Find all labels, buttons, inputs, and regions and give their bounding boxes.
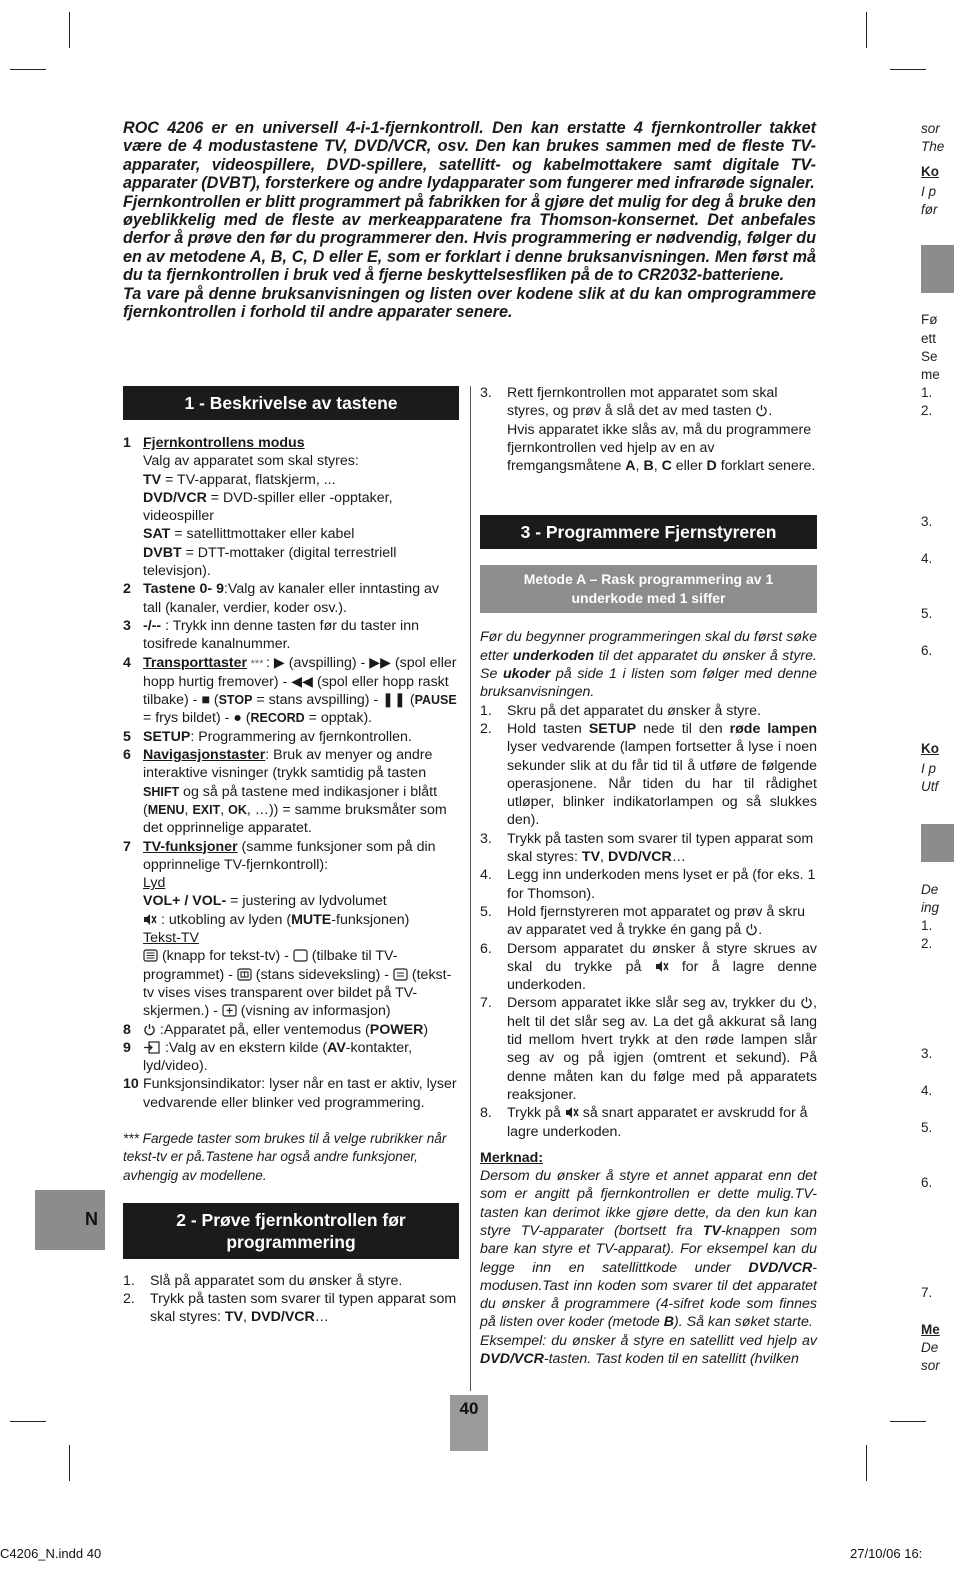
mix-icon [393,968,408,981]
next-page-fragment: ett [921,331,937,346]
crop-mark [69,12,70,48]
next-page-fragment: Me [921,1322,940,1337]
method-intro: Før du begynner programmeringen skal du først søke etter underkoden til det apparatet du ønsker å styre. Se ukoder på side 1 i listen som følger med denne bruksanvisningen. [480,629,817,701]
left-column [123,386,459,1327]
crop-mark [890,69,926,70]
crop-mark [866,1445,867,1481]
list-item: 3. Trykk på tasten som svarer til typen apparat som skal styres: TV, DVD/VCR… [480,830,814,866]
source-input-icon [143,1041,161,1054]
crop-mark [890,1421,926,1422]
next-page-fragment: 3. [921,514,933,529]
next-page-fragment: 5. [921,1120,933,1135]
next-page-fragment: I p [921,184,937,199]
list-item: 4 Transporttaster *** : ▶ (avspilling) - ▶▶ (spol eller hopp hurtig fremover) - ◀◀ (spol eller hopp raskt tilbake) - ■ (STOP = stans avspilling) - ❚❚ (PAUSE = frys bildet) - ● (RECORD = opptak). [123,654,457,727]
page-number-box [450,1395,488,1451]
next-page-fragment: 2. [921,936,933,951]
next-page-fragment: Fø [921,312,938,327]
crop-mark [10,69,46,70]
column-divider [470,386,471,1391]
next-page-fragment: Se [921,349,938,364]
intro-paragraph: ROC 4206 er en universell 4-i-1-fjernkontroll. Den kan erstatte 4 fjernkontroller takket være de 4 modustastene TV, DVD/VCR, osv. Den kan brukes sammen med de fleste TV-apparater, videospillere, DVD-spillere, satellitt- og kabelmottakere samt digitale TV-apparater (DVBT), forsterkere og andre lydapparater som fungerer med infrarøde signaler. [123,119,816,193]
method-a-header: Metode A – Rask programmering av 1 underkode med 1 siffer [480,565,817,613]
crop-mark [866,12,867,48]
example-text: Eksempel: du ønsker å styre en satellitt ved hjelp av DVD/VCR-tasten. Tast koden til en satellitt (hvilken [480,1332,817,1368]
list-item: 7. Dersom apparatet ikke slår seg av, trykker du , helt til det slår seg av. La det gå akkurat så lang tid mellom hvert trykk at den røde lampen slår seg av og på igjen (omtrent et sekund). På denne måten kan du følge med på apparatets reaksjoner. [480,995,817,1103]
next-page-fragment: Ko [921,741,939,756]
next-page-fragment: før [921,202,938,217]
section-3-header: 3 - Programmere Fjernstyreren [480,515,817,549]
list-item: 6. Dersom apparatet du ønsker å styre skrues av skal du trykke på for å lagre denne underkoden. [480,940,817,994]
next-page-fragment: I p [921,761,937,776]
next-page-header-block [921,245,954,293]
next-page-fragment: De [921,882,939,897]
next-page-fragment: 1. [921,918,933,933]
crop-mark [69,1445,70,1481]
list-item: 8 :Apparatet på, eller ventemodus (POWER) [123,1021,429,1038]
list-item: 5. Hold fjernstyreren mot apparatet og prøv å skru av apparatet ved å trykke én gang på . [480,903,806,939]
mute-icon [565,1106,579,1119]
hold-icon [237,968,252,981]
footnote: *** Fargede taster som brukes til å velge rubrikker når tekst-tv er på.Tastene har også andre funksjoner, avhengig av modellene. [123,1130,447,1183]
next-page-fragment: me [921,367,940,382]
list-item: 5 SETUP: Programmering av fjernkontrollen. [123,728,412,745]
power-icon [745,923,758,936]
intro-paragraph: Ta vare på denne bruksanvisningen og listen over kodene slik at du kan omprogrammere fjernkontrollen i forhold til andre apparater senere. [123,284,816,322]
next-page-header-block [921,824,954,862]
next-page-fragment: Ko [921,164,939,179]
list-item: 2. Hold tasten SETUP nede til den røde lampen lyser vedvarende (lampen fortsetter å lyse i noen sekunder slik at du får tid til å utføre de følgende operasjonene. Når tiden du har til rådighet utløper, blinker indikatorlampen og så slukkes den). [480,720,818,829]
next-page-fragment: sor [921,1358,940,1373]
section-1-header: 1 - Beskrivelse av tastene [123,386,459,420]
intro-paragraph: Fjernkontrollen er blitt programmert på fabrikken for å gjøre det mulig for deg å bruke den øyeblikkelig med de fleste av merkeapparatene fra Thomson-konsernet. Det anbefales derfor å prøve den før du programmerer den. Hvis programmering er nødvendig, følger du en av metodene A, B, C, D eller E, som er forklart i denne bruksanvisningen. Men først må du ta fjernkontrollen i bruk ved å fjerne beskyttelsesfliken på de to CR2032-batteriene. [123,192,816,285]
info-icon [222,1004,237,1017]
next-page-fragment: The [921,139,945,154]
next-page-fragment: 4. [921,1083,933,1098]
intro-text [123,119,816,321]
list-item: 8. Trykk på så snart apparatet er avskrudd for å lagre underkoden. [480,1105,808,1140]
list-item: 1 Fjernkontrollens modus Valg av apparatet som skal styres: TV = TV-apparat, flatskjerm, ... DVD/VCR = DVD-spiller eller -opptaker, videospiller SAT = satellittmottaker eller kabel DVBT = DTT-mottaker (digital terrestriell televisjon). [123,435,397,580]
crop-mark [10,1421,46,1422]
next-page-fragment: 2. [921,403,933,418]
next-page-fragment: 5. [921,606,933,621]
next-page-fragment: ing [921,900,940,915]
list-item: 2. Trykk på tasten som svarer til typen apparat som skal styres: TV, DVD/VCR… [123,1291,457,1326]
footer-file: C4206_N.indd 40 [0,1546,102,1561]
next-page-fragment: 1. [921,385,933,400]
section-2-header: 2 - Prøve fjernkontrollen før programmering [123,1203,459,1259]
list-item: 1. Slå på apparatet som du ønsker å styre. [123,1272,403,1289]
tv-icon [293,949,308,962]
next-page-fragment: 6. [921,1175,933,1190]
power-icon [755,404,768,417]
next-page-fragment: 6. [921,643,933,658]
next-page-fragment: 3. [921,1046,933,1061]
mute-icon [143,913,157,926]
list-item: 7 TV-funksjoner (samme funksjoner som på din opprinnelige TV-fjernkontroll): Lyd VOL+ / VOL- = justering av lydvolumet : utkobling av lyden (MUTE-funksjonen) Tekst-TV (knapp for tekst-tv) - (tilbake til TV-programmet) - (stans sideveksling) - (tekst-tv vises vises transparent over bildet på TV-skjermen.) - (visning av informasjon) [123,838,452,1020]
next-page-fragment: Utf [921,779,939,794]
list-item: 1. Skru på det apparatet du ønsker å styre. [480,702,761,719]
right-column [480,384,817,1368]
next-page-fragment: 7. [921,1285,933,1300]
list-item: 3 -/-- : Trykk inn denne tasten før du taster inn tosifrede kanalnummer. [123,617,419,653]
page-number: 40 [459,1399,479,1418]
next-page-fragment: De [921,1340,939,1355]
next-page-fragment: sor [921,121,940,136]
power-icon [800,996,813,1009]
list-item: 4. Legg inn underkoden mens lyset er på (for eks. 1 for Thomson). [480,867,816,902]
list-item: 10 Funksjonsindikator: lyser når en tast er aktiv, lyser vedvarende eller blinker ved programmering. [123,1076,457,1111]
note-title: Merknad: [480,1149,544,1166]
list-item: 6 Navigasjonstaster: Bruk av menyer og andre interaktive visninger (trykk samtidig på tasten SHIFT og så på tastene med indikasjoner i blått (MENU, EXIT, OK, …)) = samme bruksmåter som det opprinnelige apparatet. [123,747,447,837]
list-item: 9 :Valg av en ekstern kilde (AV-kontakter, lyd/video). [123,1039,413,1075]
mute-icon [655,960,669,973]
next-page-fragment: 4. [921,551,933,566]
list-item: 2 Tastene 0- 9:Valg av kanaler eller inntasting av tall (kanaler, verdier, koder osv.). [123,581,440,616]
footer-date: 27/10/06 16: [850,1546,923,1561]
power-icon [143,1023,156,1036]
language-tab: N [35,1190,105,1250]
teletext-icon [143,949,158,962]
list-item: 3. Rett fjernkontrollen mot apparatet som skal styres, og prøv å slå det av med tasten . Hvis apparatet ikke slås av, må du programmere fjernkontrollen ved hjelp av en av fremgangsmåtene A, B, C eller D forklart senere. [480,385,816,475]
note-text: Dersom du ønsker å styre et annet apparat enn det som er angitt på fjernkontrollen er dette mulig.TV-tasten kan derimot ikke gjøre dette, da den kun kan styre TV-apparater (bortsett fra TV-knappen som bare kan styre et TV-apparat). For eksempel kan du legge inn en satellittkode under DVD/VCR-modusen.Tast inn koden som svarer til det apparatet du ønsker å programmere (4-sifret kode som finnes på listen over koder (metode B). Så kan søket starte. [480,1168,817,1331]
